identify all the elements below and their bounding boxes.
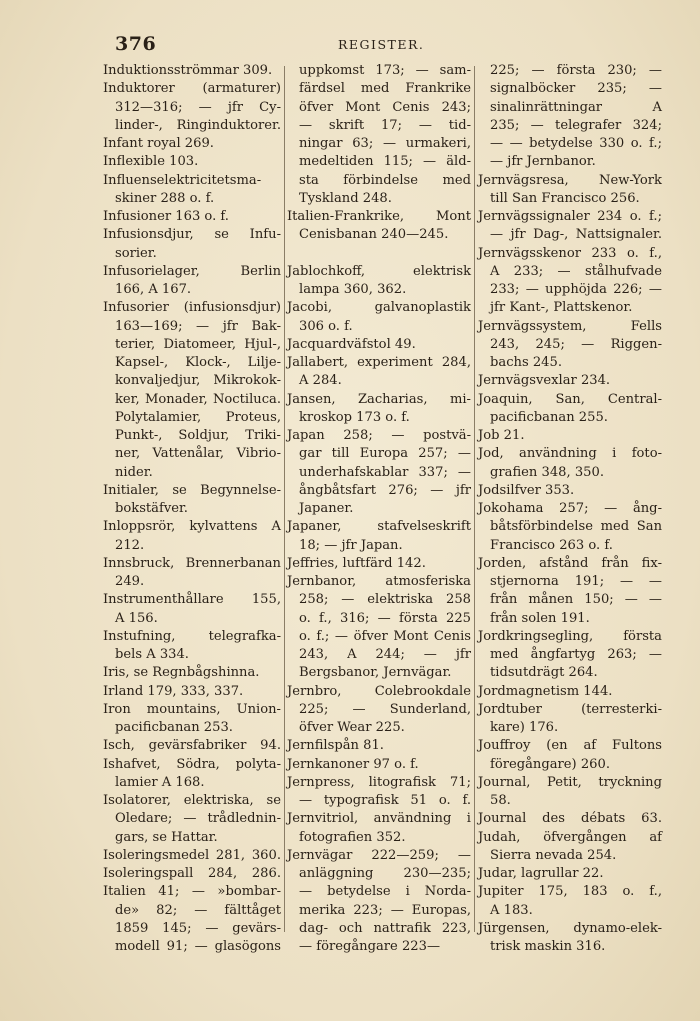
index-entry-line: Judar, lagrullar 22. xyxy=(478,866,604,881)
index-entry-continuation: fotografien 352. xyxy=(299,829,406,845)
index-entry-line: Japan 258; — postvä- xyxy=(287,428,471,443)
index-entry-line: Infusorier (infusionsdjur) xyxy=(103,300,281,316)
index-entry-continuation: kroskop 173 o. f. xyxy=(299,409,410,425)
index-entry-line: Innsbruck, Brennerbanan xyxy=(103,555,281,571)
index-entry-continuation: till San Francisco 256. xyxy=(490,190,640,206)
index-entry-continuation: 258; — elektriska 258 xyxy=(299,592,471,608)
index-entry-continuation: jfr Kant-, Plattskenor. xyxy=(490,300,633,316)
index-column-1 xyxy=(103,62,281,956)
index-entry-continuation: gars, se Hattar. xyxy=(115,829,218,845)
index-entry-continuation: A 284. xyxy=(299,373,342,389)
index-entry-line: Jordmagnetism 144. xyxy=(478,683,613,699)
index-entry-line: Induktorer (armaturer) xyxy=(103,81,281,97)
index-entry-line: Isoleringspall 284, 286. xyxy=(103,866,281,881)
index-entry-line: Ishafvet, Södra, polyta- xyxy=(103,756,281,772)
index-entry-continuation: linder-, Ringinduktorer. xyxy=(115,117,281,133)
index-entry-line: Jürgensen, dynamo-elek- xyxy=(478,920,662,936)
index-entry-line: Journal des débats 63. xyxy=(478,811,662,827)
index-entry-continuation: uppkomst 173; — sam- xyxy=(299,63,471,78)
index-entry-continuation: med ångfartyg 263; — xyxy=(490,647,662,662)
index-entry-line: Jablochkoff, elektrisk xyxy=(287,263,471,279)
index-entry-line: Inflexible 103. xyxy=(103,154,199,170)
index-entry-continuation: färdsel med Frankrike xyxy=(299,81,471,97)
index-entry-line: Jernpress, litografisk 71; xyxy=(287,774,471,790)
index-entry-continuation: ker, Monader, Noctiluca. xyxy=(115,391,281,407)
index-entry-line: Jallabert, experiment 284, xyxy=(287,355,471,370)
index-entry-continuation: 243, 245; — Riggen- xyxy=(490,336,662,352)
index-entry-continuation: A 233; — stålhufvade xyxy=(490,263,662,279)
index-entry-line: Jernbro, Colebrookdale xyxy=(287,683,471,699)
index-entry-line xyxy=(287,245,471,263)
index-entry-line: Jernvägssystem, Fells xyxy=(478,318,662,334)
index-entry-line: Japaner, stafvelseskrift xyxy=(287,519,471,535)
index-entry-continuation: föregångare) 260. xyxy=(490,756,610,772)
index-entry-line: Influenselektricitetsma- xyxy=(103,172,262,188)
index-entry-continuation: stjernorna 191; — — xyxy=(490,574,662,589)
index-entry-line: Jernvägsvexlar 234. xyxy=(478,373,611,389)
running-title: REGISTER. xyxy=(338,37,425,52)
index-entry-line: Jernfilspån 81. xyxy=(287,738,384,754)
index-entry-continuation: — jfr Dag-, Nattsignaler. xyxy=(490,227,662,243)
index-entry-continuation: — jfr Jernbanor. xyxy=(490,154,596,170)
index-entry-continuation: o. f., 316; — första 225 xyxy=(299,610,471,626)
index-entry-continuation: — typografisk 51 o. f. xyxy=(299,793,471,808)
index-entry-line: Instrumenthållare 155, xyxy=(103,592,281,608)
index-entry-line: Initialer, se Begynnelse- xyxy=(103,482,281,498)
index-entry-continuation: — föregångare 223— xyxy=(299,939,441,954)
index-entry-line: Jordkringsegling, första xyxy=(478,628,662,644)
index-entry-continuation: 166, A 167. xyxy=(115,282,192,297)
index-entry-continuation: 1859 145; — gevärs- xyxy=(115,920,281,936)
index-entry-line: Jodsilfver 353. xyxy=(478,482,575,498)
index-entry-continuation: 18; — jfr Japan. xyxy=(299,537,403,553)
index-entry-line: Jernvägsskenor 233 o. f., xyxy=(478,245,662,261)
index-entry-line: Jernvitriol, användning i xyxy=(287,811,471,827)
index-entry-continuation: ner, Vattenålar, Vibrio- xyxy=(115,446,281,462)
index-entry-continuation: dag- och nattrafik 223, xyxy=(299,920,471,936)
index-entry-line: Infant royal 269. xyxy=(103,136,214,151)
index-entry-continuation: Oledare; — trådlednin- xyxy=(115,811,281,827)
index-entry-continuation: öfver Wear 225. xyxy=(299,720,405,735)
index-entry-line: Iris, se Regnbågshinna. xyxy=(103,665,260,681)
index-entry-continuation: modell 91; — glasögons xyxy=(115,939,281,954)
index-entry-continuation: 233; — upphöjda 226; — xyxy=(490,282,662,297)
index-entry-continuation: öfver Mont Cenis 243; xyxy=(299,99,471,115)
index-entry-continuation: sinalinrättningar A xyxy=(490,99,662,115)
index-entry-continuation: 249. xyxy=(115,574,145,589)
index-entry-continuation: 312—316; — jfr Cy- xyxy=(115,99,281,115)
index-entry-line: Italien 41; — »bombar- xyxy=(103,884,281,900)
index-entry-continuation: från solen 191. xyxy=(490,610,590,626)
index-entry-line: Jeffries, luftfärd 142. xyxy=(287,555,426,571)
index-entry-line: Isoleringsmedel 281, 360. xyxy=(103,847,281,863)
index-entry-continuation: tidsutdrägt 264. xyxy=(490,665,598,681)
index-entry-line: Irland 179, 333, 337. xyxy=(103,683,244,699)
index-entry-continuation: ningar 63; — urmakeri, xyxy=(299,136,471,151)
index-entry-continuation: 235; — telegrafer 324; xyxy=(490,117,662,133)
index-entry-continuation: bokstäfver. xyxy=(115,501,188,516)
index-entry-continuation: Sierra nevada 254. xyxy=(490,847,617,863)
index-entry-line: Isch, gevärsfabriker 94. xyxy=(103,738,281,754)
index-entry-line: Iron mountains, Union- xyxy=(103,701,281,717)
index-entry-continuation: skiner 288 o. f. xyxy=(115,190,215,206)
index-entry-continuation: terier, Diatomeer, Hjul-, xyxy=(115,336,281,352)
column-divider xyxy=(474,66,475,932)
index-entry-line: Joaquin, San, Central- xyxy=(478,391,662,407)
index-entry-continuation: 225; — Sunderland, xyxy=(299,701,471,717)
index-entry-continuation: Kapsel-, Klock-, Lilje- xyxy=(115,355,281,370)
index-entry-continuation: 163—169; — jfr Bak- xyxy=(115,318,281,334)
index-entry-continuation: konvaljedjur, Mikrokok- xyxy=(115,373,281,389)
index-entry-continuation: ångbåtsfart 276; — jfr xyxy=(299,482,471,498)
index-entry-line: Infusorielager, Berlin xyxy=(103,263,281,279)
index-entry-continuation: — — betydelse 330 o. f.; xyxy=(490,136,662,151)
index-entry-continuation: 243, A 244; — jfr xyxy=(299,647,471,662)
index-entry-continuation: Cenisbanan 240—245. xyxy=(299,227,449,243)
index-entry-line: Jernvägsresa, New-York xyxy=(478,172,662,188)
index-entry-continuation: lamier A 168. xyxy=(115,774,205,790)
index-entry-continuation: nider. xyxy=(115,464,153,480)
index-entry-line: Jokohama 257; — ång- xyxy=(478,501,662,516)
index-entry-continuation: gar till Europa 257; — xyxy=(299,446,471,462)
index-entry-continuation: — betydelse i Norda- xyxy=(299,884,471,900)
index-entry-continuation: Japaner. xyxy=(299,501,354,516)
index-entry-line: Jernvägar 222—259; — xyxy=(287,847,471,863)
index-entry-line: Infusionsdjur, se Infu- xyxy=(103,227,281,243)
index-entry-line: Italien-Frankrike, Mont xyxy=(287,209,471,224)
index-entry-line: Induktionsströmmar 309. xyxy=(103,63,273,78)
index-entry-continuation: Tyskland 248. xyxy=(299,190,392,206)
index-entry-continuation: signalböcker 235; — xyxy=(490,81,662,97)
index-entry-continuation: Punkt-, Soldjur, Triki- xyxy=(115,428,281,443)
index-entry-continuation: o. f.; — öfver Mont Cenis xyxy=(299,628,471,644)
index-entry-continuation: medeltiden 115; — äld- xyxy=(299,154,471,170)
index-entry-continuation: 306 o. f. xyxy=(299,318,353,334)
index-entry-line: Jordtuber (terresterki- xyxy=(478,701,662,717)
index-entry-continuation: 212. xyxy=(115,537,145,553)
index-entry-continuation: båtsförbindelse med San xyxy=(490,519,662,535)
page-header xyxy=(100,33,660,59)
index-entry-continuation: kare) 176. xyxy=(490,720,559,735)
index-entry-continuation: 225; — första 230; — xyxy=(490,63,662,78)
column-divider xyxy=(284,66,285,932)
index-entry-line: Jorden, afstånd från fix- xyxy=(478,555,662,571)
index-entry-line: Inloppsrör, kylvattens A xyxy=(103,519,281,535)
index-entry-continuation: de» 82; — fälttåget xyxy=(115,902,281,918)
index-entry-continuation: A 156. xyxy=(115,610,158,626)
index-column-2 xyxy=(287,62,471,956)
index-entry-line: Job 21. xyxy=(478,428,525,443)
index-entry-continuation: trisk maskin 316. xyxy=(490,939,606,954)
index-entry-continuation: Polytalamier, Proteus, xyxy=(115,409,281,425)
index-entry-line: Instufning, telegrafka- xyxy=(103,628,281,644)
index-entry-line: Jouffroy (en af Fultons xyxy=(478,738,662,754)
index-entry-continuation: pacificbanan 255. xyxy=(490,409,608,425)
index-entry-line: Jod, användning i foto- xyxy=(478,446,662,462)
index-entry-line: Jernkanoner 97 o. f. xyxy=(287,756,419,772)
index-entry-continuation: Bergsbanor, Jernvägar. xyxy=(299,665,452,681)
index-entry-line: Infusioner 163 o. f. xyxy=(103,209,229,224)
index-entry-line: Jernvägssignaler 234 o. f.; xyxy=(478,209,662,224)
index-entry-continuation: — skrift 17; — tid- xyxy=(299,117,471,133)
index-entry-continuation: Francisco 263 o. f. xyxy=(490,537,613,553)
index-entry-continuation: 58. xyxy=(490,793,511,808)
index-entry-continuation: sorier. xyxy=(115,245,157,261)
index-entry-continuation: pacificbanan 253. xyxy=(115,720,233,735)
index-entry-continuation: anläggning 230—235; xyxy=(299,866,471,881)
index-entry-line: Isolatorer, elektriska, se xyxy=(103,793,281,808)
index-entry-continuation: underhafskablar 337; — xyxy=(299,464,471,480)
index-entry-continuation: lampa 360, 362. xyxy=(299,282,407,297)
index-entry-line: Jernbanor, atmosferiska xyxy=(287,574,471,589)
index-entry-continuation: grafien 348, 350. xyxy=(490,464,604,480)
index-entry-continuation: merika 223; — Europas, xyxy=(299,902,471,918)
index-entry-line: Judah, öfvergången af xyxy=(478,829,662,845)
index-column-3 xyxy=(478,62,662,956)
page-number: 376 xyxy=(115,33,157,55)
index-entry-line: Jupiter 175, 183 o. f., xyxy=(478,884,662,900)
index-entry-line: Jansen, Zacharias, mi- xyxy=(287,391,471,407)
index-entry-continuation: från månen 150; — — xyxy=(490,592,662,608)
index-entry-continuation: bachs 245. xyxy=(490,355,562,370)
index-entry-line: Journal, Petit, tryckning xyxy=(478,774,662,790)
index-entry-continuation: sta förbindelse med xyxy=(299,172,471,188)
index-entry-line: Jacobi, galvanoplastik xyxy=(287,300,471,316)
index-entry-line: Jacquardväfstol 49. xyxy=(287,336,416,352)
index-entry-continuation: bels A 334. xyxy=(115,647,189,662)
index-entry-continuation: A 183. xyxy=(490,902,533,918)
